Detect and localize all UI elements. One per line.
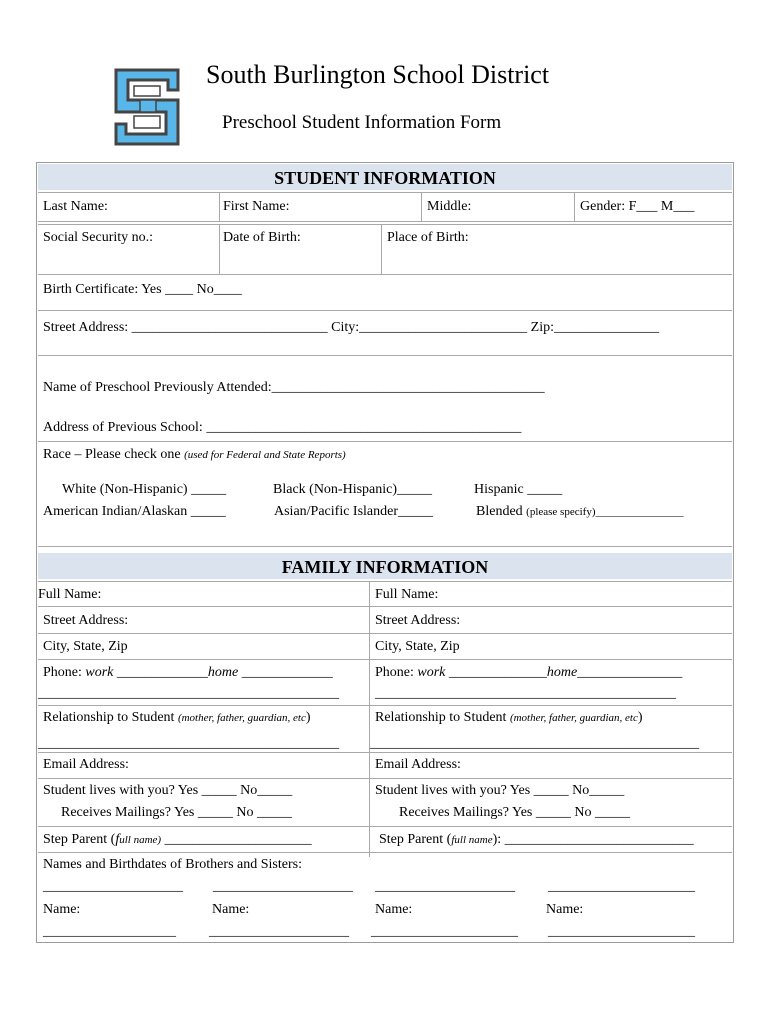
relationship-label: Relationship to Student <box>43 710 175 725</box>
parent1-phone[interactable] <box>43 665 333 681</box>
race-blended-option[interactable] <box>476 504 683 520</box>
relationship-label: Relationship to Student <box>375 710 507 725</box>
parent2-lives-with[interactable]: Student lives with you? Yes _____ No_____ <box>375 783 625 798</box>
parent1-mailings[interactable]: Receives Mailings? Yes _____ No _____ <box>61 805 292 820</box>
parent2-street[interactable]: Street Address: <box>375 613 461 628</box>
street-address-field[interactable]: Street Address: ____________________________ City:________________________ Zip:_______________ <box>43 320 659 335</box>
sibling-1-name-line[interactable]: ___________________ <box>43 924 176 939</box>
student-info-heading: STUDENT INFORMATION <box>38 164 732 190</box>
step-parent-f: f <box>115 832 120 847</box>
sibling-4-name-line[interactable]: _____________________ <box>548 924 695 939</box>
race-hispanic-option[interactable]: Hispanic _____ <box>474 482 563 497</box>
work-label: work <box>417 665 446 680</box>
phone-blank: _____________ <box>238 665 333 680</box>
sibling-2-line[interactable]: ____________________ <box>213 879 353 894</box>
form-title: Preschool Student Information Form <box>222 112 502 133</box>
middle-name-field[interactable]: Middle: <box>427 199 472 214</box>
parent1-relationship-line[interactable]: ___________________________________________ <box>38 736 339 751</box>
sibling-3-name[interactable]: Name: <box>375 902 413 917</box>
race-indian-option[interactable]: American Indian/Alaskan _____ <box>43 504 226 519</box>
parent2-full-name[interactable]: Full Name: <box>375 587 439 602</box>
parent2-city[interactable]: City, State, Zip <box>375 639 460 654</box>
sibling-1-line[interactable]: ____________________ <box>43 879 183 894</box>
birth-certificate-field[interactable]: Birth Certificate: Yes ____ No____ <box>43 282 242 297</box>
step-parent-blank: _____________________ <box>161 832 312 847</box>
pob-field[interactable]: Place of Birth: <box>387 230 469 245</box>
step-parent-blank: ): ___________________________ <box>492 832 694 847</box>
sibling-1-name[interactable]: Name: <box>43 902 81 917</box>
race-label-text: Race – Please check one <box>43 447 181 462</box>
parent1-extra-line[interactable]: ___________________________________________ <box>38 686 339 701</box>
home-label: home <box>207 665 239 680</box>
step-parent-note: ull name) <box>119 834 162 846</box>
ssn-field[interactable]: Social Security no.: <box>43 230 154 245</box>
paren: ) <box>637 710 643 725</box>
last-name-field[interactable]: Last Name: <box>43 199 108 214</box>
parent2-mailings[interactable]: Receives Mailings? Yes _____ No _____ <box>399 805 630 820</box>
race-white-option[interactable]: White (Non-Hispanic) _____ <box>62 482 227 497</box>
parent1-lives-with[interactable]: Student lives with you? Yes _____ No_____ <box>43 783 293 798</box>
parent1-step-parent[interactable] <box>43 832 312 848</box>
prev-school-address-field[interactable]: Address of Previous School: _____________________________________________ <box>43 420 522 435</box>
relationship-note: (mother, father, guardian, etc <box>177 712 306 724</box>
parent2-email[interactable]: Email Address: <box>375 757 461 772</box>
sibling-4-name[interactable]: Name: <box>546 902 584 917</box>
parent2-relationship[interactable] <box>375 710 643 726</box>
parent2-phone[interactable] <box>375 665 682 681</box>
first-name-field[interactable]: First Name: <box>223 199 290 214</box>
sibling-2-name[interactable]: Name: <box>212 902 250 917</box>
race-blended-note: (please specify)________________ <box>526 506 684 518</box>
parent1-relationship[interactable] <box>43 710 311 726</box>
prev-preschool-field[interactable]: Name of Preschool Previously Attended:_______________________________________ <box>43 380 545 395</box>
parent1-street[interactable]: Street Address: <box>43 613 129 628</box>
relationship-note: (mother, father, guardian, etc <box>509 712 638 724</box>
parent2-step-parent[interactable] <box>379 832 694 848</box>
family-info-heading: FAMILY INFORMATION <box>38 553 732 579</box>
race-note: (used for Federal and State Reports) <box>184 449 346 461</box>
district-logo <box>110 66 184 148</box>
race-blended-label: Blended <box>476 504 523 519</box>
work-label: work <box>85 665 114 680</box>
step-parent-label: Step Parent ( <box>379 832 452 847</box>
sibling-2-name-line[interactable]: ____________________ <box>209 924 349 939</box>
parent1-full-name[interactable]: Full Name: <box>38 587 102 602</box>
district-title: South Burlington School District <box>206 60 550 89</box>
sibling-3-line[interactable]: ____________________ <box>375 879 515 894</box>
parent1-email[interactable]: Email Address: <box>43 757 129 772</box>
step-parent-label: Step Parent ( <box>43 832 116 847</box>
step-parent-note: full name <box>451 834 493 846</box>
phone-blank: ______________ <box>445 665 547 680</box>
phone-blank: _______________ <box>577 665 683 680</box>
parent2-relationship-line[interactable]: _______________________________________________ <box>370 736 699 751</box>
sibling-3-name-line[interactable]: _____________________ <box>371 924 518 939</box>
paren: ) <box>305 710 311 725</box>
sibling-4-line[interactable]: _____________________ <box>548 879 695 894</box>
home-label: home <box>546 665 578 680</box>
phone-label: Phone: <box>43 665 82 680</box>
dob-field[interactable]: Date of Birth: <box>223 230 301 245</box>
race-black-option[interactable]: Black (Non-Hispanic)_____ <box>273 482 433 497</box>
phone-label: Phone: <box>375 665 414 680</box>
siblings-label: Names and Birthdates of Brothers and Sisters: <box>43 857 302 872</box>
phone-blank: _____________ <box>113 665 208 680</box>
gender-field[interactable]: Gender: F___ M___ <box>580 199 695 214</box>
parent1-city[interactable]: City, State, Zip <box>43 639 128 654</box>
race-asian-option[interactable]: Asian/Pacific Islander_____ <box>274 504 434 519</box>
parent2-extra-line[interactable]: ___________________________________________ <box>375 686 676 701</box>
race-label <box>43 447 346 463</box>
